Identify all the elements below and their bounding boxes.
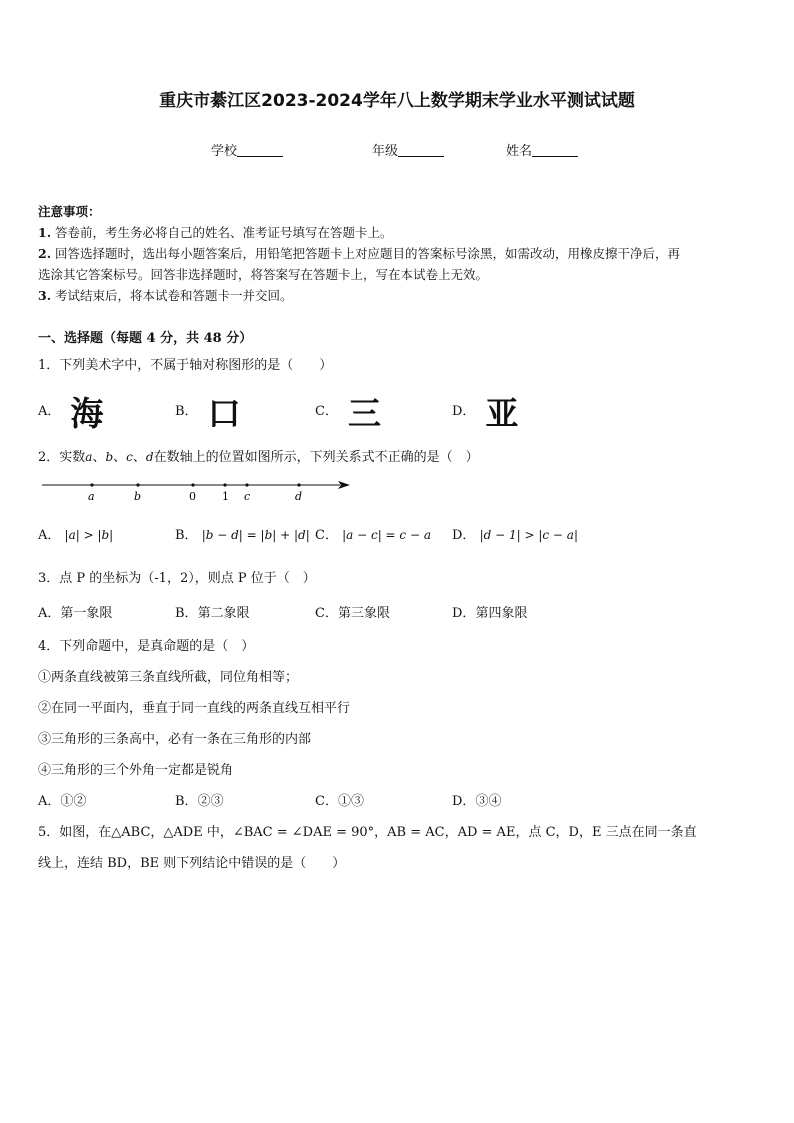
q4-option-c: C．①③ (315, 794, 364, 809)
label-b: b (134, 490, 142, 503)
q1-option-d: D． 亚 (452, 394, 519, 433)
q4-option-b: B．②③ (175, 794, 224, 809)
q1-option-c: C． 三 (315, 394, 381, 433)
notice-item-2: 2. 回答选择题时，选出每小题答案后，用铅笔把答题卡上对应题目的答案标号涂黑，如需改动，用橡皮擦干净后，再 (38, 246, 681, 261)
label-c: c (244, 490, 251, 503)
q4-stem: 4．下列命题中，是真命题的是（ ） (38, 639, 255, 654)
q4-prop-4: ④三角形的三个外角一定都是锐角 (38, 763, 234, 778)
q1-stem: 1．下列美术字中，不属于轴对称图形的是（ ） (38, 358, 333, 373)
point-0 (191, 483, 194, 486)
name-label: 姓名 (506, 144, 533, 159)
q4-option-d: D．③④ (452, 794, 502, 809)
number-line (38, 474, 358, 506)
grade-label: 年级 (372, 144, 399, 159)
point-d (297, 483, 300, 486)
q4-prop-2: ②在同一平面内，垂直于同一直线的两条直线互相平行 (38, 701, 351, 716)
q1-option-a: A． 海 (38, 394, 104, 433)
q4-option-a: A．①② (38, 794, 87, 809)
notice-item-3: 3. 考试结束后，将本试卷和答题卡一并交回。 (38, 288, 293, 303)
point-a (90, 483, 93, 486)
q1-option-b: B． 口 (175, 394, 241, 433)
grade-blank (398, 144, 444, 157)
grade-field (372, 140, 444, 159)
label-a: a (88, 490, 95, 503)
q1-glyph-a: 海 (70, 394, 104, 433)
q2-stem: 2．实数a、b、c、d在数轴上的位置如图所示，下列关系式不正确的是（ ） (38, 450, 479, 465)
q1-glyph-c: 三 (347, 394, 381, 433)
q1-glyph-d: 亚 (485, 394, 519, 433)
q4-prop-3: ③三角形的三条高中，必有一条在三角形的内部 (38, 732, 312, 747)
q1-glyph-b: 口 (207, 394, 241, 433)
q2-option-c: C． |a − c| = c − a (315, 528, 431, 543)
q3-option-a: A．第一象限 (38, 606, 113, 621)
name-field (506, 140, 578, 159)
school-label: 学校 (211, 144, 238, 159)
point-b (136, 483, 139, 486)
q5-stem-line-1: 5．如图，在△ABC，△ADE 中，∠BAC = ∠DAE = 90°，AB = AC，AD = AE，点 C，D，E 三点在同一条直 (38, 825, 697, 840)
notice-heading: 注意事项： (38, 204, 101, 219)
q2-option-d: D． |d − 1| > |c − a| (452, 528, 578, 543)
page-title: 重庆市綦江区2023-2024学年八上数学期末学业水平测试试题 (159, 91, 635, 111)
label-d: d (295, 490, 303, 503)
label-1: 1 (222, 490, 229, 503)
q2-option-b: B． |b − d| = |b| + |d| (175, 528, 310, 543)
school-field (211, 140, 283, 159)
q3-option-c: C．第三象限 (315, 606, 390, 621)
school-blank (237, 144, 283, 157)
notice-item-2-cont: 选涂其它答案标号。回答非选择题时，将答案写在答题卡上，写在本试卷上无效。 (38, 267, 489, 282)
notice-block (38, 201, 680, 306)
point-1 (223, 483, 226, 486)
point-c (245, 483, 248, 486)
q4-prop-1: ①两条直线被第三条直线所截，同位角相等； (38, 670, 299, 685)
q2-option-a: A． |a| > |b| (38, 528, 114, 543)
q5-stem-line-2: 线上，连结 BD，BE 则下列结论中错误的是（ ） (38, 856, 346, 871)
label-0: 0 (189, 490, 196, 503)
q3-option-d: D．第四象限 (452, 606, 528, 621)
q3-stem: 3．点 P 的坐标为（-1，2），则点 P 位于（ ） (38, 571, 316, 586)
section-heading: 一、选择题（每题 4 分，共 48 分） (38, 331, 253, 346)
name-blank (532, 144, 578, 157)
q3-option-b: B．第二象限 (175, 606, 250, 621)
notice-item-1: 1. 答卷前，考生务必将自己的姓名、准考证号填写在答题卡上。 (38, 225, 393, 240)
